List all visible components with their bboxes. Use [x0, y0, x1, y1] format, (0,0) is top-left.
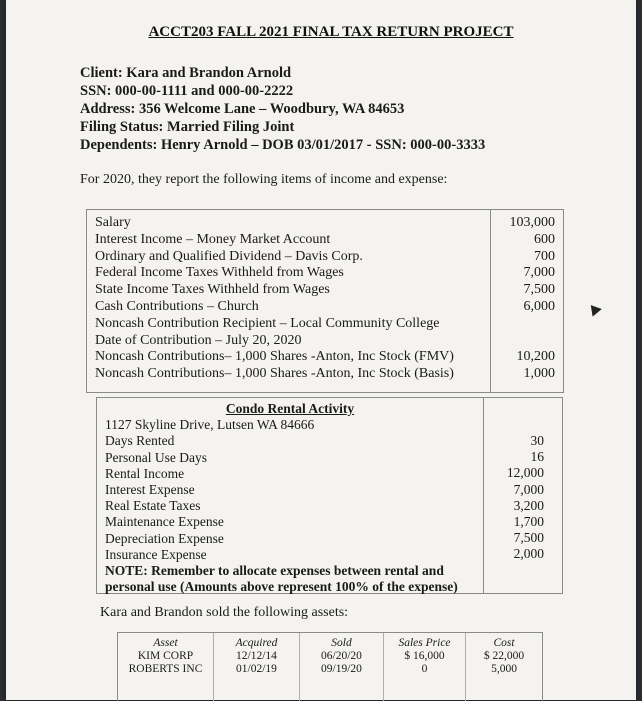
rental-row-label: Real Estate Taxes — [105, 498, 201, 514]
table-cell: ROBERTS INC — [128, 663, 203, 675]
rental-row-value: 30 — [530, 433, 544, 448]
rental-activity-box — [96, 397, 484, 594]
table-cell: $ 16,000 — [404, 650, 445, 662]
rental-address: 1127 Skyline Drive, Lutsen WA 84666 — [105, 417, 315, 433]
rental-row-label: Interest Expense — [105, 482, 195, 498]
rental-values-box — [482, 397, 563, 594]
table-divider — [490, 210, 491, 392]
rental-heading: Condo Rental Activity — [225, 401, 355, 416]
rental-note: NOTE: Remember to allocate expenses between rental and personal use (Amounts above represent 100% of the expense) — [105, 563, 458, 595]
income-row-value: 10,200 — [516, 349, 555, 365]
income-row-label: Noncash Contributions– 1,000 Shares -Anton, Inc Stock (FMV) — [95, 349, 454, 365]
column-header: Asset — [153, 637, 178, 649]
client-info — [80, 64, 485, 154]
filing-status: Filing Status: Married Filing Joint — [80, 119, 295, 135]
column-header: Acquired — [235, 637, 278, 649]
income-row-value — [510, 333, 556, 350]
income-row-label: Noncash Contribution Recipient – Local Community College — [95, 315, 440, 331]
income-row-value: 1,000 — [523, 366, 555, 382]
rental-row-label: Days Rented — [105, 433, 175, 449]
rental-row-label: Depreciation Expense — [105, 530, 224, 546]
income-row-label: Noncash Contributions– 1,000 Shares -Anton, Inc Stock (Basis) — [95, 366, 454, 382]
client-name: Client: Kara and Brandon Arnold — [80, 65, 292, 81]
rental-row-value: 2,000 — [513, 546, 544, 562]
rental-row-label: Maintenance Expense — [105, 514, 224, 530]
income-row-value: 6,000 — [523, 298, 555, 314]
income-expense-table — [86, 209, 564, 393]
document-page — [6, 0, 636, 700]
income-row-value: 103,000 — [509, 215, 555, 230]
rental-row-value: 7,000 — [513, 481, 544, 497]
rental-row-value: 1,700 — [513, 514, 544, 530]
acquired-column — [214, 633, 300, 701]
column-header: Sales Price — [398, 637, 451, 649]
intro-text: For 2020, they report the following items of income and expense: — [80, 172, 448, 187]
table-cell: $ 22,000 — [483, 650, 525, 662]
income-row-label: Federal Income Taxes Withheld from Wages — [95, 265, 344, 281]
rental-row-label: Rental Income — [105, 465, 185, 481]
table-cell: 01/02/19 — [236, 663, 277, 675]
income-row-label: State Income Taxes Withheld from Wages — [95, 282, 330, 298]
rental-row-value: 3,200 — [513, 497, 544, 513]
rental-row-label: Personal Use Days — [105, 449, 207, 465]
income-row-value: 600 — [534, 231, 555, 247]
table-cell: 06/20/20 — [321, 650, 362, 662]
rental-row-label: Insurance Expense — [105, 546, 207, 562]
assets-table — [117, 632, 543, 701]
table-cell: KIM CORP — [137, 650, 194, 662]
income-row-label: Date of Contribution – July 20, 2020 — [95, 332, 302, 348]
sold-column — [300, 633, 384, 701]
table-cell: 5,000 — [491, 663, 517, 675]
table-cell: 12/12/14 — [236, 650, 277, 662]
income-row-label: Ordinary and Qualified Dividend – Davis Corp. — [95, 248, 363, 264]
income-row-label: Cash Contributions – Church — [95, 298, 259, 314]
table-cell: 0 — [421, 663, 428, 675]
rental-row-value: 7,500 — [513, 530, 544, 546]
income-row-value: 700 — [534, 248, 555, 264]
income-row-value: 7,500 — [523, 282, 555, 298]
cost-column — [466, 633, 542, 701]
column-header: Cost — [493, 637, 515, 649]
rental-row-value: 16 — [530, 449, 544, 465]
client-address: Address: 356 Welcome Lane – Woodbury, WA 84653 — [80, 101, 405, 117]
income-row-value: 7,000 — [523, 265, 555, 281]
rental-row-value: 12,000 — [506, 465, 544, 481]
column-header: Sold — [331, 637, 352, 649]
document-title: ACCT203 FALL 2021 FINAL TAX RETURN PROJECT — [148, 24, 514, 40]
client-ssn: SSN: 000-00-1111 and 000-00-2222 — [80, 83, 294, 99]
income-row-value — [510, 316, 556, 333]
table-cell: 09/19/20 — [321, 663, 362, 675]
income-row-label: Salary — [95, 215, 131, 230]
cursor-arrow-icon — [586, 301, 602, 316]
income-row-label: Interest Income – Money Market Account — [95, 231, 331, 247]
dependents: Dependents: Henry Arnold – DOB 03/01/2017 - SSN: 000-00-3333 — [80, 137, 486, 153]
asset-column — [118, 633, 214, 701]
sales-price-column — [384, 633, 466, 701]
sold-intro: Kara and Brandon sold the following assets: — [100, 605, 349, 620]
